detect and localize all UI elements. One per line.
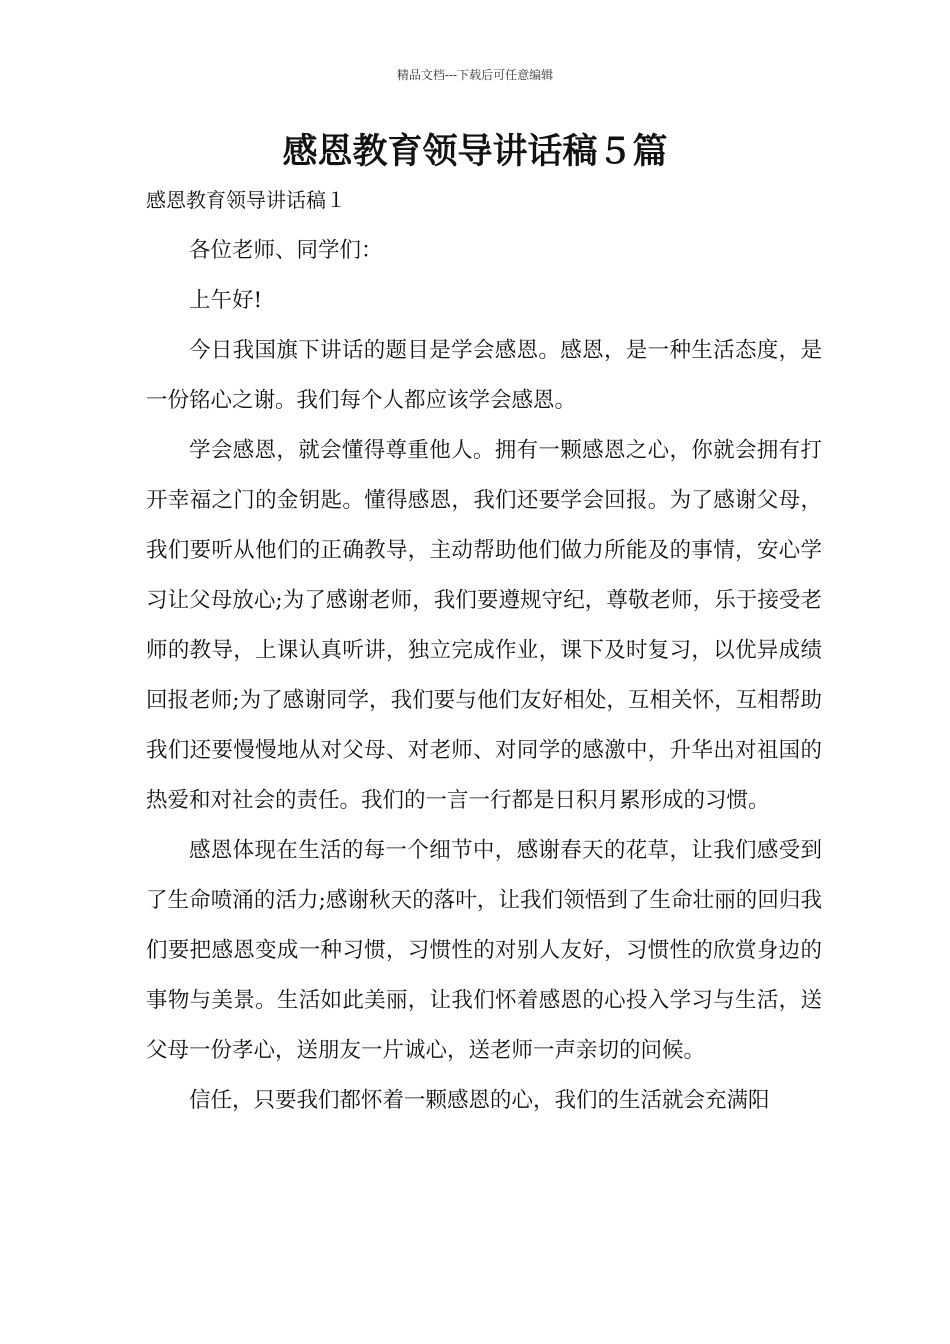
paragraph-trust: 信任，只要我们都怀着一颗感恩的心，我们的生活就会充满阳 <box>189 1088 770 1113</box>
document-body <box>146 176 822 1126</box>
document-title: 感恩教育领导讲话稿５篇 <box>282 132 668 172</box>
paragraph-salutation: 上午好! <box>189 288 263 313</box>
paragraph-topic: 今日我国旗下讲话的题目是学会感恩。感恩，是一种生活态度，是一份铭心之谢。我们每个人都应该学会感恩。 <box>146 338 822 413</box>
header-note: 精品文档---下载后可任意编辑 <box>396 68 554 82</box>
paragraph-details: 感恩体现在生活的每一个细节中，感谢春天的花草，让我们感受到了生命喷涌的活力;感谢秋天的落叶，让我们领悟到了生命壮丽的回归我们要把感恩变成一种习惯，习惯性的对别人友好，习惯性的欣赏身边的事物与美景。生活如此美丽，让我们怀着感恩的心投入学习与生活，送父母一份孝心，送朋友一片诚心，送老师一声亲切的问候。 <box>146 838 822 1063</box>
paragraph-greeting: 各位老师、同学们： <box>189 238 383 263</box>
paragraph-respect: 学会感恩，就会懂得尊重他人。拥有一颗感恩之心，你就会拥有打开幸福之门的金钥匙。懂得感恩，我们还要学会回报。为了感谢父母，我们要听从他们的正确教导，主动帮助他们做力所能及的事情，安心学习让父母放心;为了感谢老师，我们要遵规守纪，尊敬老师，乐于接受老师的教导，上课认真听讲，独立完成作业，课下及时复习，以优异成绩回报老师;为了感谢同学，我们要与他们友好相处，互相关怀，互相帮助我们还要慢慢地从对父母、对老师、对同学的感激中，升华出对祖国的热爱和对社会的责任。我们的一言一行都是日积月累形成的习惯。 <box>146 438 822 813</box>
section-title: 感恩教育领导讲话稿１ <box>146 188 346 212</box>
